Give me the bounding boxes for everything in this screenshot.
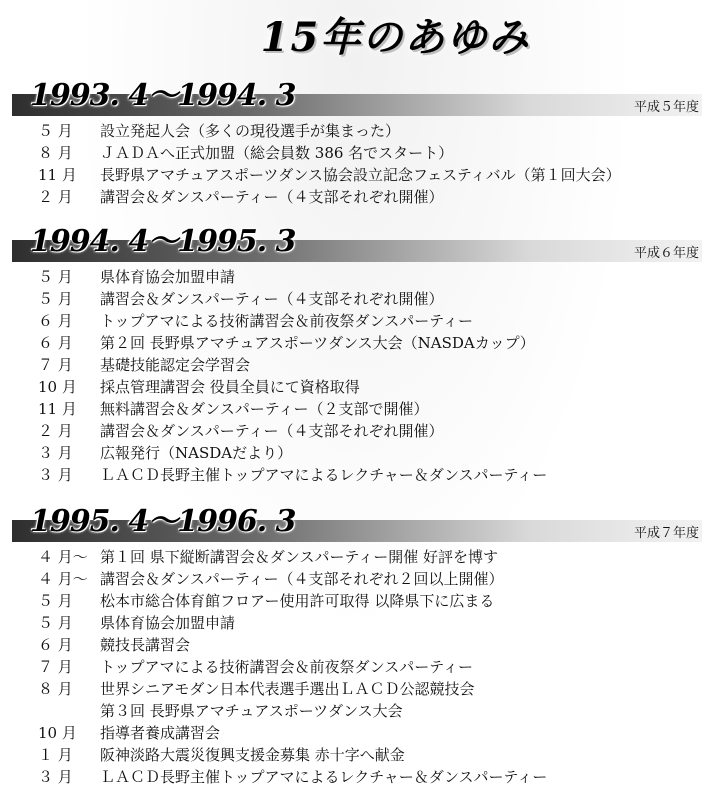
item-text: 県体育協会加盟申請 bbox=[100, 614, 236, 632]
item-text: 講習会＆ダンスパーティー（４支部それぞれ開催） bbox=[100, 188, 444, 206]
item-text: 長野県アマチュアスポーツダンス協会設立記念フェスティバル（第１回大会） bbox=[100, 166, 621, 184]
section-era: 平成６年度 bbox=[633, 246, 699, 261]
section-era: 平成７年度 bbox=[633, 526, 699, 541]
item-month: ２ 月 bbox=[38, 422, 73, 440]
item-text: ＬＡＣＤ長野主催トップアマによるレクチャー＆ダンスパーティー bbox=[100, 768, 548, 786]
item-month: ２ 月 bbox=[38, 188, 73, 206]
item-month: 11 月 bbox=[38, 166, 77, 184]
item-month: ３ 月 bbox=[38, 466, 73, 484]
item-month: ６ 月 bbox=[38, 312, 73, 330]
item-text: 基礎技能認定会学習会 bbox=[100, 356, 251, 374]
item-text: 広報発行（NASDAだより） bbox=[100, 444, 293, 462]
item-text: 松本市総合体育館フロアー使用許可取得 以降県下に広まる bbox=[100, 592, 495, 610]
section-range: 1995. 4〜1996. 3 bbox=[30, 504, 296, 539]
item-text: 講習会＆ダンスパーティー（４支部それぞれ２回以上開催） bbox=[100, 570, 504, 588]
section-era: 平成５年度 bbox=[633, 100, 699, 115]
item-month: ６ 月 bbox=[38, 636, 73, 654]
item-month: ５ 月 bbox=[38, 268, 73, 286]
item-text: ＬＡＣＤ長野主催トップアマによるレクチャー＆ダンスパーティー bbox=[100, 466, 548, 484]
item-month: ７ 月 bbox=[38, 658, 73, 676]
item-month: ５ 月 bbox=[38, 614, 73, 632]
item-month: ４ 月〜 bbox=[38, 548, 88, 566]
item-text: 県体育協会加盟申請 bbox=[100, 268, 236, 286]
section-range: 1993. 4〜1994. 3 bbox=[30, 78, 296, 113]
item-month: ５ 月 bbox=[38, 122, 73, 140]
item-month: ３ 月 bbox=[38, 444, 73, 462]
item-month: 10 月 bbox=[38, 724, 77, 742]
item-text: トップアマによる技術講習会＆前夜祭ダンスパーティー bbox=[100, 658, 474, 676]
item-text: ＪＡＤＡへ正式加盟（総会員数 386 名でスタート） bbox=[100, 144, 454, 162]
item-text: 第２回 長野県アマチュアスポーツダンス大会（NASDAカップ） bbox=[100, 334, 535, 352]
item-text: 無料講習会＆ダンスパーティー（２支部で開催） bbox=[100, 400, 429, 418]
item-text: 講習会＆ダンスパーティー（４支部それぞれ開催） bbox=[100, 422, 444, 440]
item-month: 11 月 bbox=[38, 400, 77, 418]
page-title: 15年のあゆみ bbox=[260, 14, 531, 61]
item-month: ５ 月 bbox=[38, 290, 73, 308]
item-text: トップアマによる技術講習会＆前夜祭ダンスパーティー bbox=[100, 312, 474, 330]
item-month: 10 月 bbox=[38, 378, 77, 396]
item-month: ８ 月 bbox=[38, 144, 73, 162]
item-text: 競技長講習会 bbox=[100, 636, 191, 654]
item-month: ５ 月 bbox=[38, 592, 73, 610]
item-text: 第３回 長野県アマチュアスポーツダンス大会 bbox=[100, 702, 403, 720]
item-text: 世界シニアモダン日本代表選手選出ＬＡＣＤ公認競技会 bbox=[100, 680, 475, 698]
item-text: 設立発起人会（多くの現役選手が集まった） bbox=[100, 122, 401, 140]
item-text: 阪神淡路大震災復興支援金募集 赤十字へ献金 bbox=[100, 746, 405, 764]
item-month: ４ 月〜 bbox=[38, 570, 88, 588]
item-text: 採点管理講習会 役員全員にて資格取得 bbox=[100, 378, 360, 396]
item-text: 第１回 県下縦断講習会＆ダンスパーティー開催 好評を博す bbox=[100, 548, 499, 566]
item-month: ８ 月 bbox=[38, 680, 73, 698]
item-month: ７ 月 bbox=[38, 356, 73, 374]
item-month: １ 月 bbox=[38, 746, 73, 764]
item-text: 指導者養成講習会 bbox=[100, 724, 221, 742]
section-range: 1994. 4〜1995. 3 bbox=[30, 224, 296, 259]
item-month: ６ 月 bbox=[38, 334, 73, 352]
item-month: ３ 月 bbox=[38, 768, 73, 786]
item-text: 講習会＆ダンスパーティー（４支部それぞれ開催） bbox=[100, 290, 444, 308]
